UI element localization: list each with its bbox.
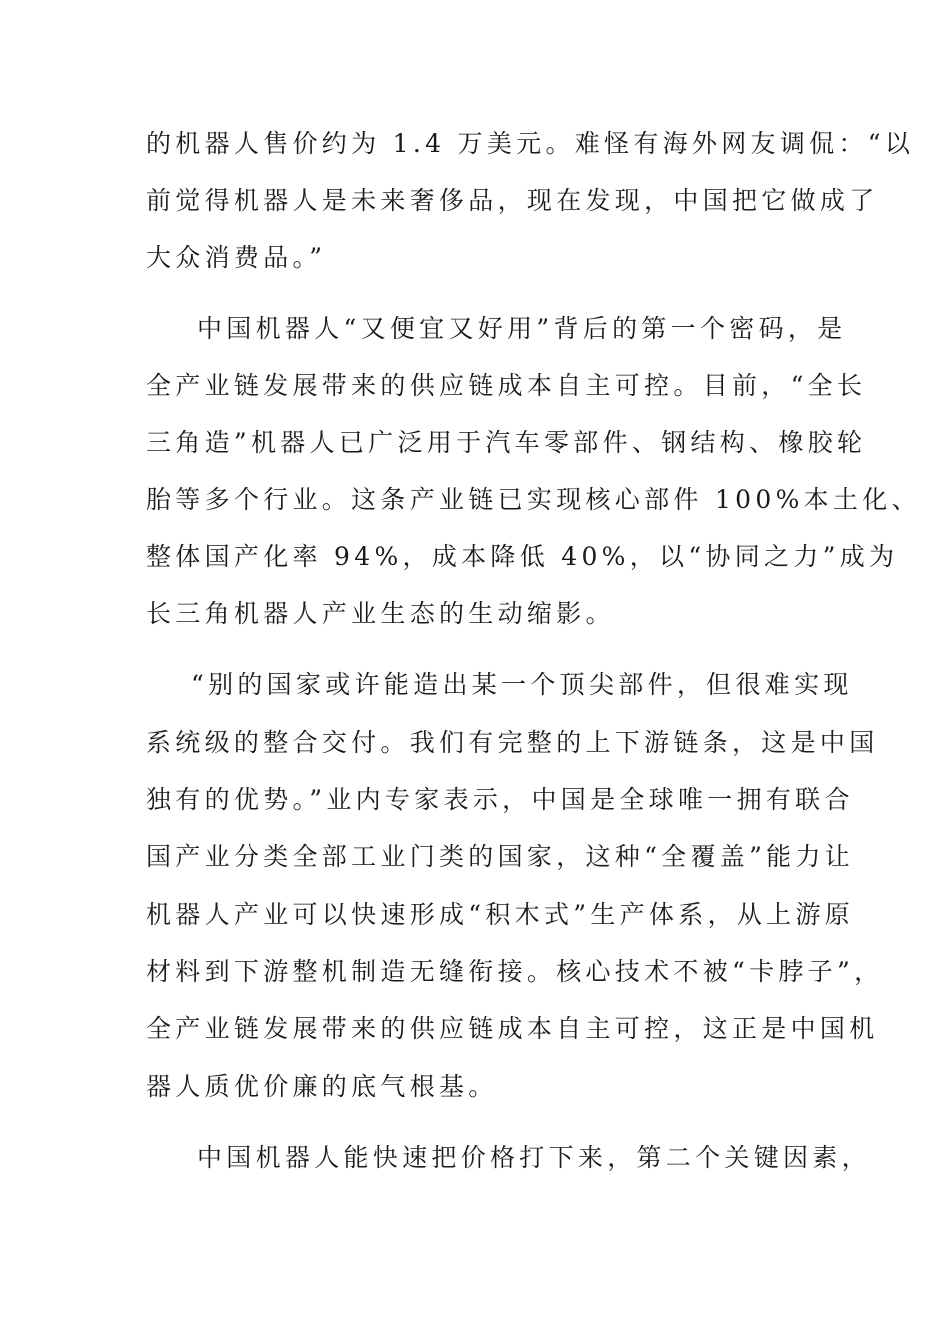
paragraph-line: 材料到下游整机制造无缝衔接。核心技术不被“卡脖子”， bbox=[146, 957, 884, 986]
paragraph-line: 的机器人售价约为 1.4 万美元。难怪有海外网友调侃：“以 bbox=[146, 129, 915, 158]
paragraph-line: 机器人产业可以快速形成“积木式”生产体系，从上游原 bbox=[146, 900, 855, 929]
paragraph-line: 整体国产化率 94%，成本降低 40%，以“协同之力”成为 bbox=[146, 542, 899, 571]
paragraph-line: 中国机器人“又便宜又好用”背后的第一个密码，是 bbox=[197, 314, 847, 343]
paragraph-line: 中国机器人能快速把价格打下来，第二个关键因素， bbox=[197, 1143, 871, 1172]
paragraph-line: 器人质优价廉的底气根基。 bbox=[146, 1072, 498, 1101]
paragraph-line: 全产业链发展带来的供应链成本自主可控。目前，“全长 bbox=[146, 371, 867, 400]
paragraph-line: 独有的优势。”业内专家表示，中国是全球唯一拥有联合 bbox=[146, 785, 854, 814]
paragraph-line: 大众消费品。” bbox=[146, 243, 327, 272]
paragraph-line: 系统级的整合交付。我们有完整的上下游链条，这是中国 bbox=[146, 728, 879, 757]
paragraph-line: “别的国家或许能造出某一个顶尖部件，但很难实现 bbox=[191, 670, 853, 699]
paragraph-line: 国产业分类全部工业门类的国家，这种“全覆盖”能力让 bbox=[146, 842, 855, 871]
paragraph-line: 前觉得机器人是未来奢侈品，现在发现，中国把它做成了 bbox=[146, 186, 879, 215]
paragraph-line: 长三角机器人产业生态的生动缩影。 bbox=[146, 599, 615, 628]
paragraph-line: 胎等多个行业。这条产业链已实现核心部件 100%本土化、 bbox=[146, 485, 921, 514]
paragraph-line: 全产业链发展带来的供应链成本自主可控，这正是中国机 bbox=[146, 1014, 879, 1043]
paragraph-line: 三角造”机器人已广泛用于汽车零部件、钢结构、橡胶轮 bbox=[146, 428, 867, 457]
